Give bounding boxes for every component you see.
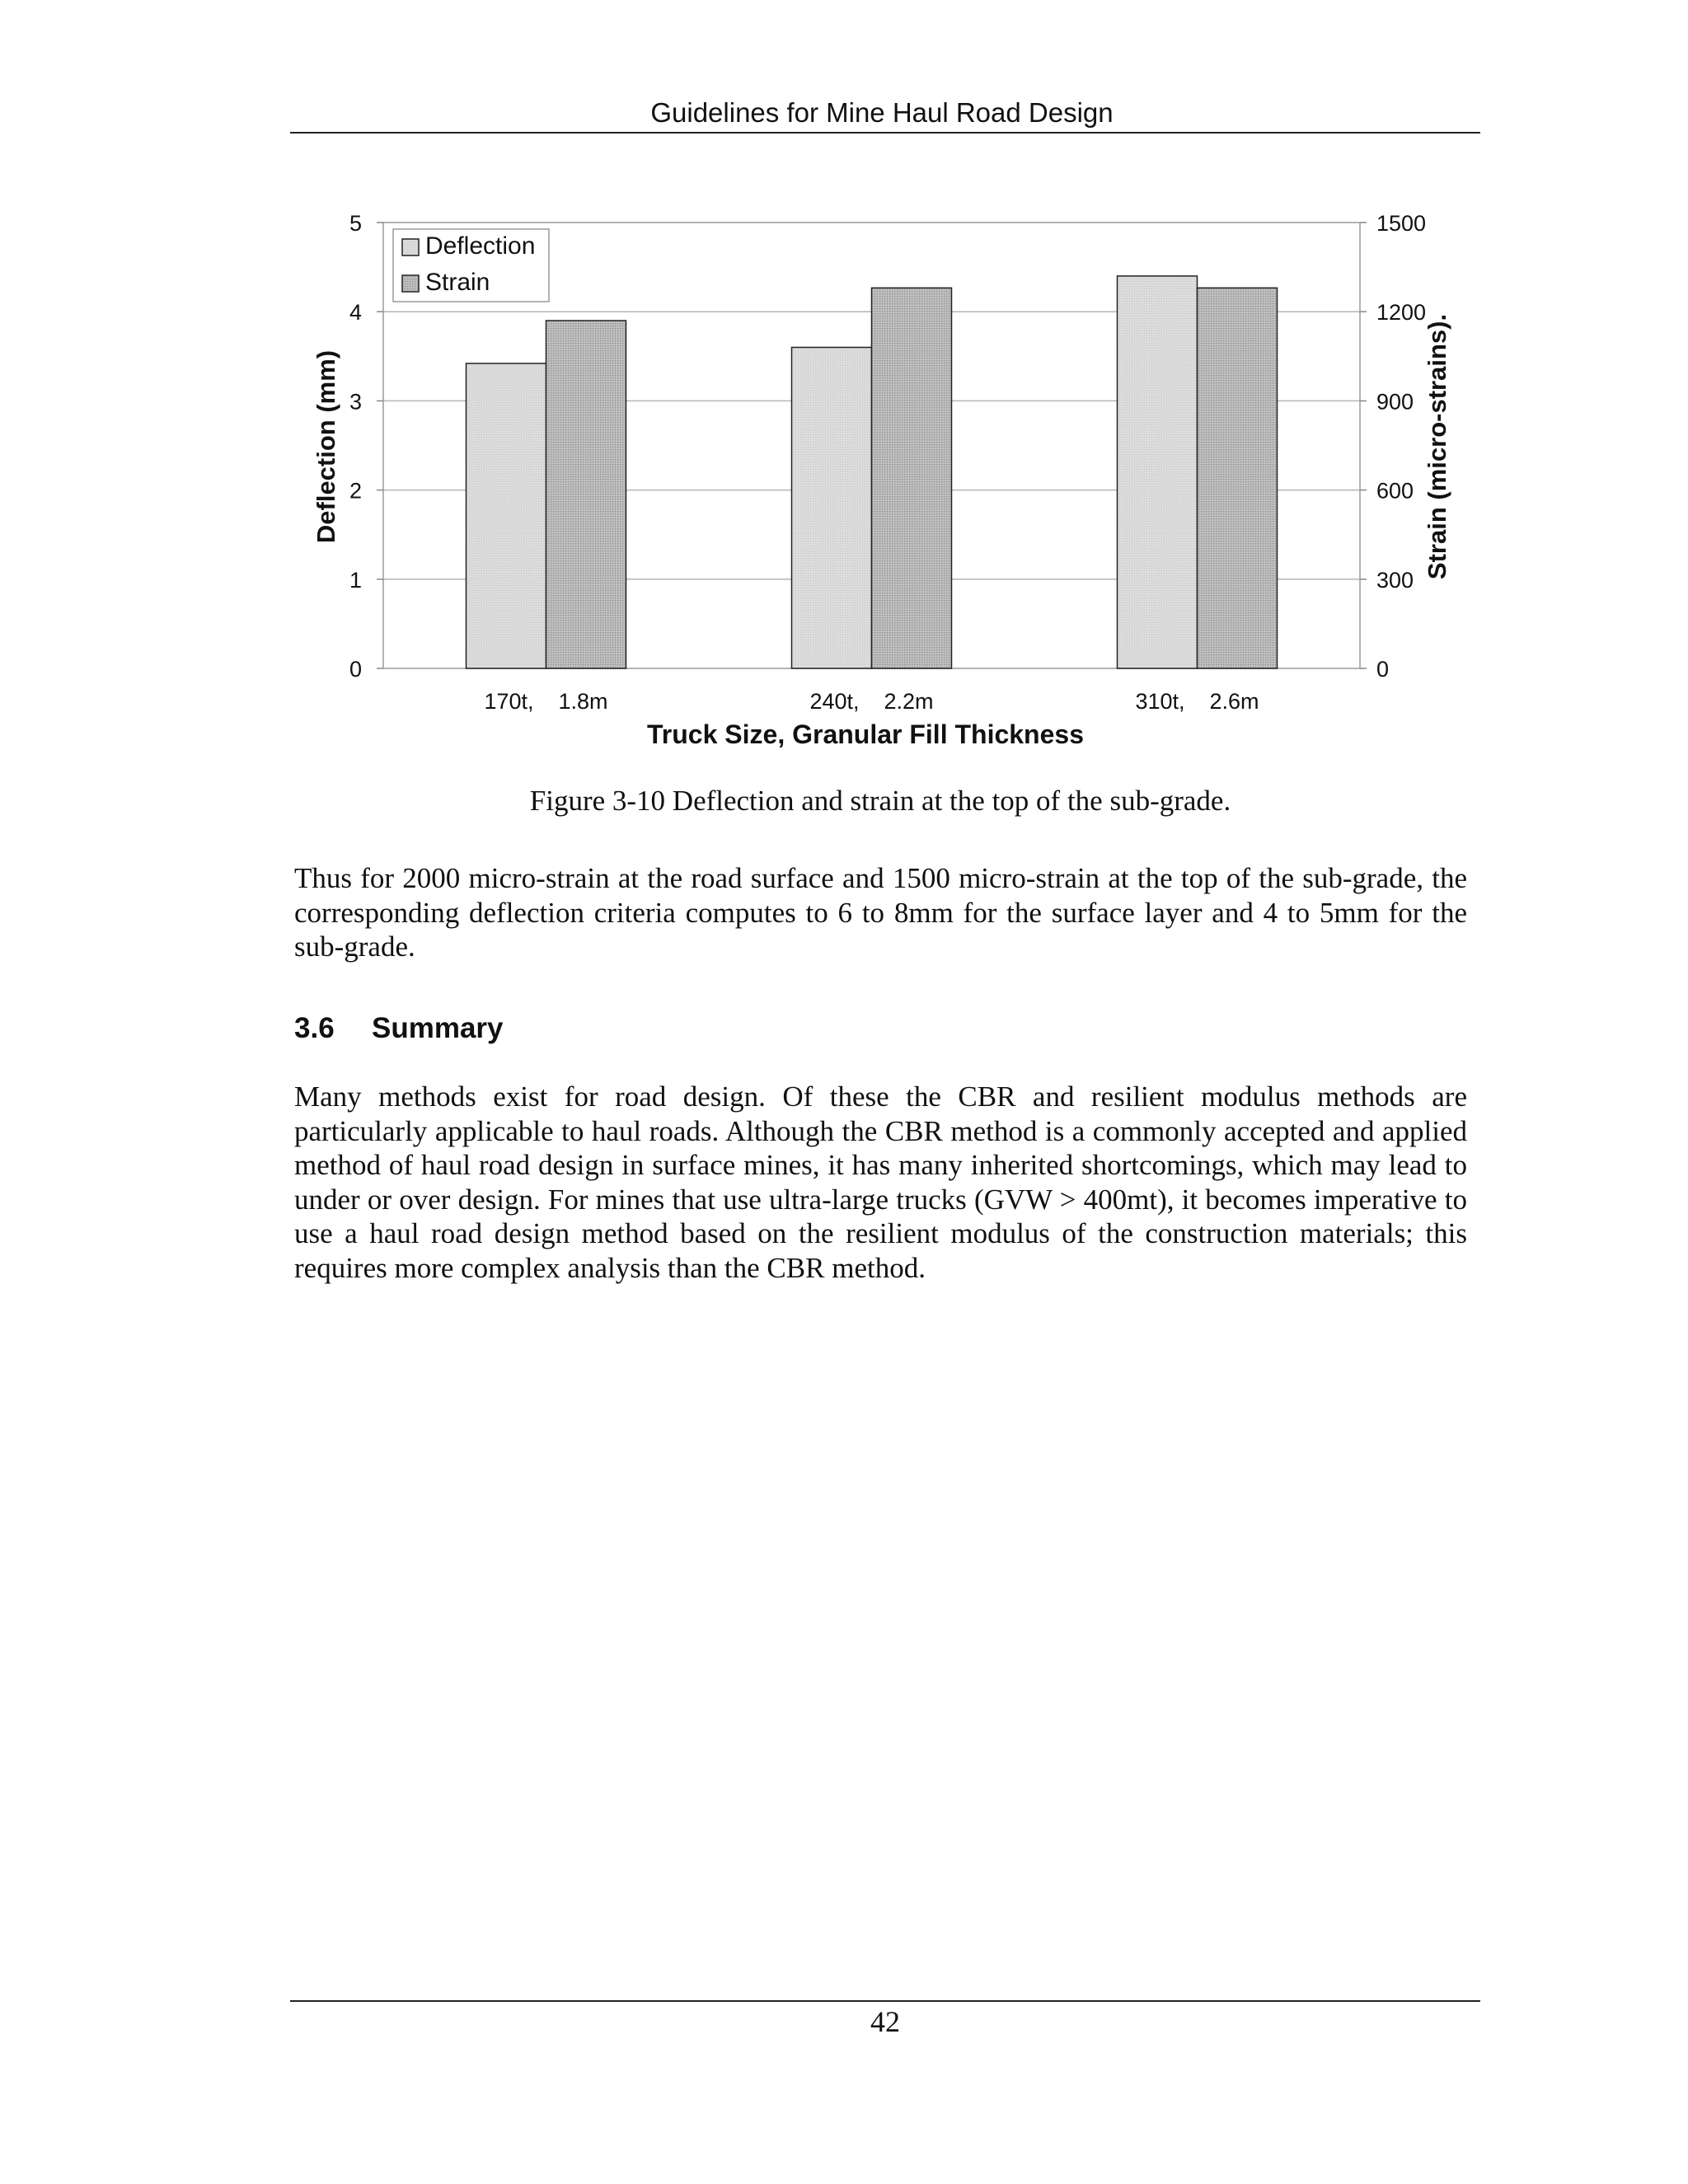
section-number: 3.6 (294, 1012, 335, 1044)
y2-tick-label: 900 (1376, 389, 1414, 415)
y-tick-label: 0 (349, 657, 362, 682)
legend (393, 229, 549, 302)
legend-swatch-strain (402, 275, 419, 292)
legend-label-strain: Strain (425, 269, 490, 296)
y-tick-label: 3 (349, 389, 362, 415)
legend-swatch-deflection (402, 239, 419, 255)
y-tick-label: 4 (349, 300, 362, 326)
y2-tick-label: 600 (1376, 478, 1414, 504)
x-tick-label: 170t, 1.8m (484, 689, 608, 714)
bar-deflection (467, 363, 546, 668)
x-tick-label: 240t, 2.2m (809, 689, 934, 714)
y2-tick-label: 1200 (1376, 300, 1427, 326)
y2-tick-label: 1500 (1376, 211, 1427, 236)
category-labels (484, 689, 1259, 714)
footer-rule (290, 2000, 1480, 2002)
body-paragraph-criteria: Thus for 2000 micro-strain at the road surface and 1500 micro-strain at the top of the sub-grade, the corresponding deflection criteria computes to 6 to 8mm for the surface layer and 4 to 5mm for the sub-grade. (294, 862, 1467, 963)
bar-deflection (792, 347, 872, 668)
bar-strain (1198, 288, 1278, 668)
section-title: Summary (372, 1012, 504, 1044)
y-tick-label: 1 (349, 567, 362, 593)
bar-strain (872, 288, 952, 668)
deflection-strain-chart (288, 190, 1484, 766)
y-tick-label: 5 (349, 211, 362, 236)
x-tick-label: 310t, 2.6m (1135, 689, 1259, 714)
x-axis-title: Truck Size, Granular Fill Thickness (647, 719, 1084, 749)
legend-label-deflection: Deflection (425, 232, 536, 260)
y2-tick-label: 300 (1376, 567, 1414, 593)
y-tick-label: 2 (349, 478, 362, 504)
section-heading (294, 1012, 504, 1045)
figure-caption: Figure 3-10 Deflection and strain at the top of the sub-grade. (529, 785, 1231, 817)
header-rule (290, 132, 1480, 134)
y2-axis-title: Strain (micro-strains). (1423, 313, 1451, 580)
bar-deflection (1118, 276, 1198, 668)
page-header-title: Guidelines for Mine Haul Road Design (650, 97, 1114, 128)
y2-tick-label: 0 (1376, 657, 1390, 682)
body-paragraph-summary: Many methods exist for road design. Of these the CBR and resilient modulus methods are particularly applicable to haul roads. Although the CBR method is a commonly accepted and applied method of haul road design in surface mines, it has many inherited shortcomings, which may lead to under or over design. For mines that use ultra-large trucks (GVW > 400mt), it becomes imperative to use a haul road design method based on the resilient modulus of the construction materials; this requires more complex analysis than the CBR method. (294, 1080, 1467, 1284)
y-axis-title: Deflection (mm) (312, 349, 340, 544)
page-number: 42 (870, 2005, 900, 2038)
bars (467, 276, 1278, 668)
bar-strain (546, 321, 626, 668)
